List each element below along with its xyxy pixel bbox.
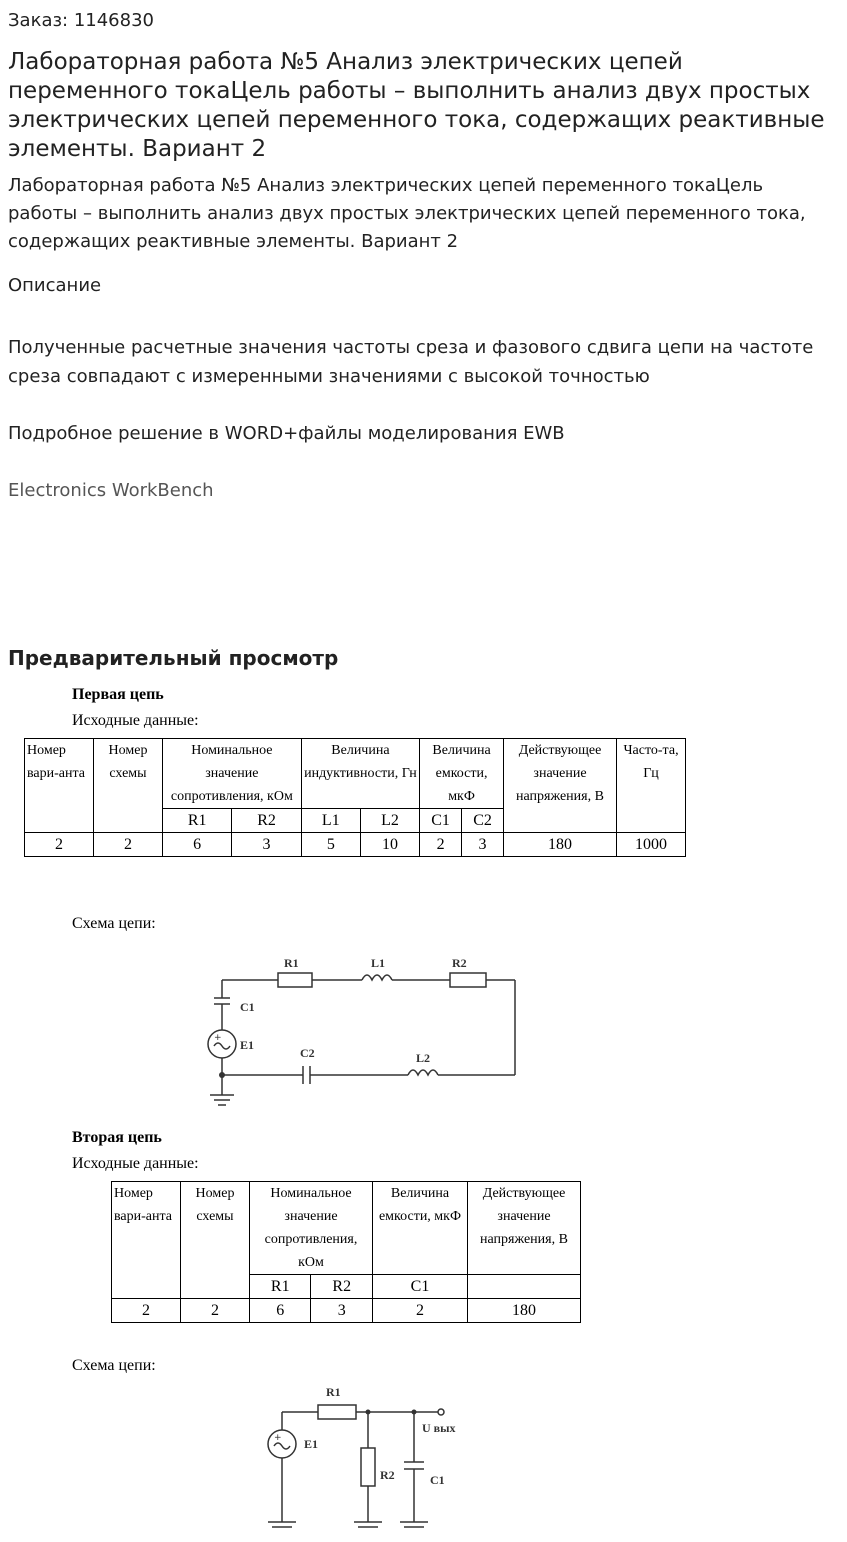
circuit1-table: [24, 738, 686, 857]
label-r2: R2: [380, 1468, 395, 1482]
header-variant: Номер вари-анта: [25, 739, 94, 833]
subheader-l2: L2: [360, 809, 419, 833]
label-r1: R1: [284, 956, 299, 970]
label-c1: C1: [430, 1473, 445, 1487]
circuit2-scheme-label: Схема цепи:: [72, 1357, 156, 1374]
label-e1: E1: [304, 1437, 319, 1451]
label-c1: C1: [240, 1000, 255, 1014]
description-heading: Описание: [8, 275, 102, 296]
header-scheme: Номер схемы: [181, 1182, 250, 1299]
resistor-r2: [361, 1448, 375, 1486]
table-cell: 1000: [617, 833, 686, 857]
header-resistance: Номинальное значение сопротивления, кОм: [250, 1182, 373, 1275]
svg-text:+: +: [274, 1433, 282, 1443]
subheader-r1: R1: [163, 809, 232, 833]
header-resistance: Номинальное значение сопротивления, кОм: [163, 739, 302, 809]
subheader-l1: L1: [301, 809, 360, 833]
circuit1-title: Первая цепь: [72, 686, 164, 703]
table-cell: 2: [112, 1299, 181, 1323]
table-cell-empty: [468, 1275, 581, 1299]
table-cell: 3: [462, 833, 504, 857]
subheader-r2: R2: [311, 1275, 373, 1299]
header-inductance: Величина индуктивности, Гн: [301, 739, 419, 809]
circuit1-data-label: Исходные данные:: [72, 712, 199, 729]
header-capacitance: Величина емкости, мкФ: [420, 739, 504, 809]
output-terminal: [438, 1409, 444, 1415]
description-software-note: Electronics WorkBench: [8, 480, 214, 501]
header-scheme: Номер схемы: [94, 739, 163, 833]
table-cell: 2: [420, 833, 462, 857]
label-c2: C2: [300, 1046, 315, 1060]
label-r2: R2: [452, 956, 467, 970]
header-voltage: Действующее значение напряжения, В: [468, 1182, 581, 1275]
label-r1: R1: [326, 1385, 341, 1399]
circuit2-data-label: Исходные данные:: [72, 1155, 199, 1172]
header-capacitance: Величина емкости, мкФ: [373, 1182, 468, 1275]
table-row: [25, 833, 686, 857]
header-variant: Номер вари-анта: [112, 1182, 181, 1299]
svg-text:+: +: [214, 1033, 222, 1043]
table-cell: 2: [181, 1299, 250, 1323]
resistor-r2: [450, 973, 486, 987]
table-cell: 5: [301, 833, 360, 857]
subheader-r2: R2: [232, 809, 301, 833]
source-e1: [268, 1430, 296, 1458]
label-e1: E1: [240, 1038, 255, 1052]
subheader-c2: C2: [462, 809, 504, 833]
table-cell: 3: [232, 833, 301, 857]
table-cell: 180: [468, 1299, 581, 1323]
header-frequency: Часто-та, Гц: [617, 739, 686, 833]
label-l1: L1: [371, 956, 386, 970]
table-cell: 3: [311, 1299, 373, 1323]
description-paragraph: Полученные расчетные значения частоты среза и фазового сдвига цепи на частоте среза совпадают с измеренными значениями с высокой точностью: [8, 337, 814, 387]
resistor-r1: [278, 973, 312, 987]
subheader-c1: C1: [373, 1275, 468, 1299]
inductor-l2: [408, 1070, 438, 1075]
page-title: Лабораторная работа №5 Анализ электрических цепей переменного токаЦель работы – выполнить анализ двух простых электрических цепей переменного тока, содержащих реактивные элементы. Вариант 2: [8, 49, 825, 162]
table-cell: 2: [373, 1299, 468, 1323]
label-uout: U вых: [422, 1421, 456, 1435]
circuit2-diagram: [260, 1380, 490, 1540]
circuit2-table: [111, 1181, 581, 1323]
circuit1-diagram: [190, 945, 530, 1120]
table-cell: 180: [504, 833, 617, 857]
table-cell: 2: [94, 833, 163, 857]
resistor-r1: [318, 1405, 356, 1419]
table-cell: 6: [250, 1299, 311, 1323]
header-voltage: Действующее значение напряжения, В: [504, 739, 617, 833]
table-cell: 6: [163, 833, 232, 857]
preview-heading: Предварительный просмотр: [8, 646, 339, 670]
table-cell: 2: [25, 833, 94, 857]
table-cell: 10: [360, 833, 419, 857]
page-subtitle: Лабораторная работа №5 Анализ электрических цепей переменного токаЦель работы – выполнить анализ двух простых электрических цепей переменного тока, содержащих реактивные элементы. Вариант 2: [8, 175, 806, 252]
subheader-r1: R1: [250, 1275, 311, 1299]
label-l2: L2: [416, 1051, 431, 1065]
inductor-l1: [362, 975, 392, 980]
order-number: Заказ: 1146830: [8, 10, 154, 31]
circuit1-scheme-label: Схема цепи:: [72, 915, 156, 932]
circuit2-title: Вторая цепь: [72, 1129, 162, 1146]
subheader-c1: C1: [420, 809, 462, 833]
description-solution-note: Подробное решение в WORD+файлы моделирования EWB: [8, 423, 565, 444]
table-row: [112, 1299, 581, 1323]
source-e1: [208, 1030, 236, 1058]
